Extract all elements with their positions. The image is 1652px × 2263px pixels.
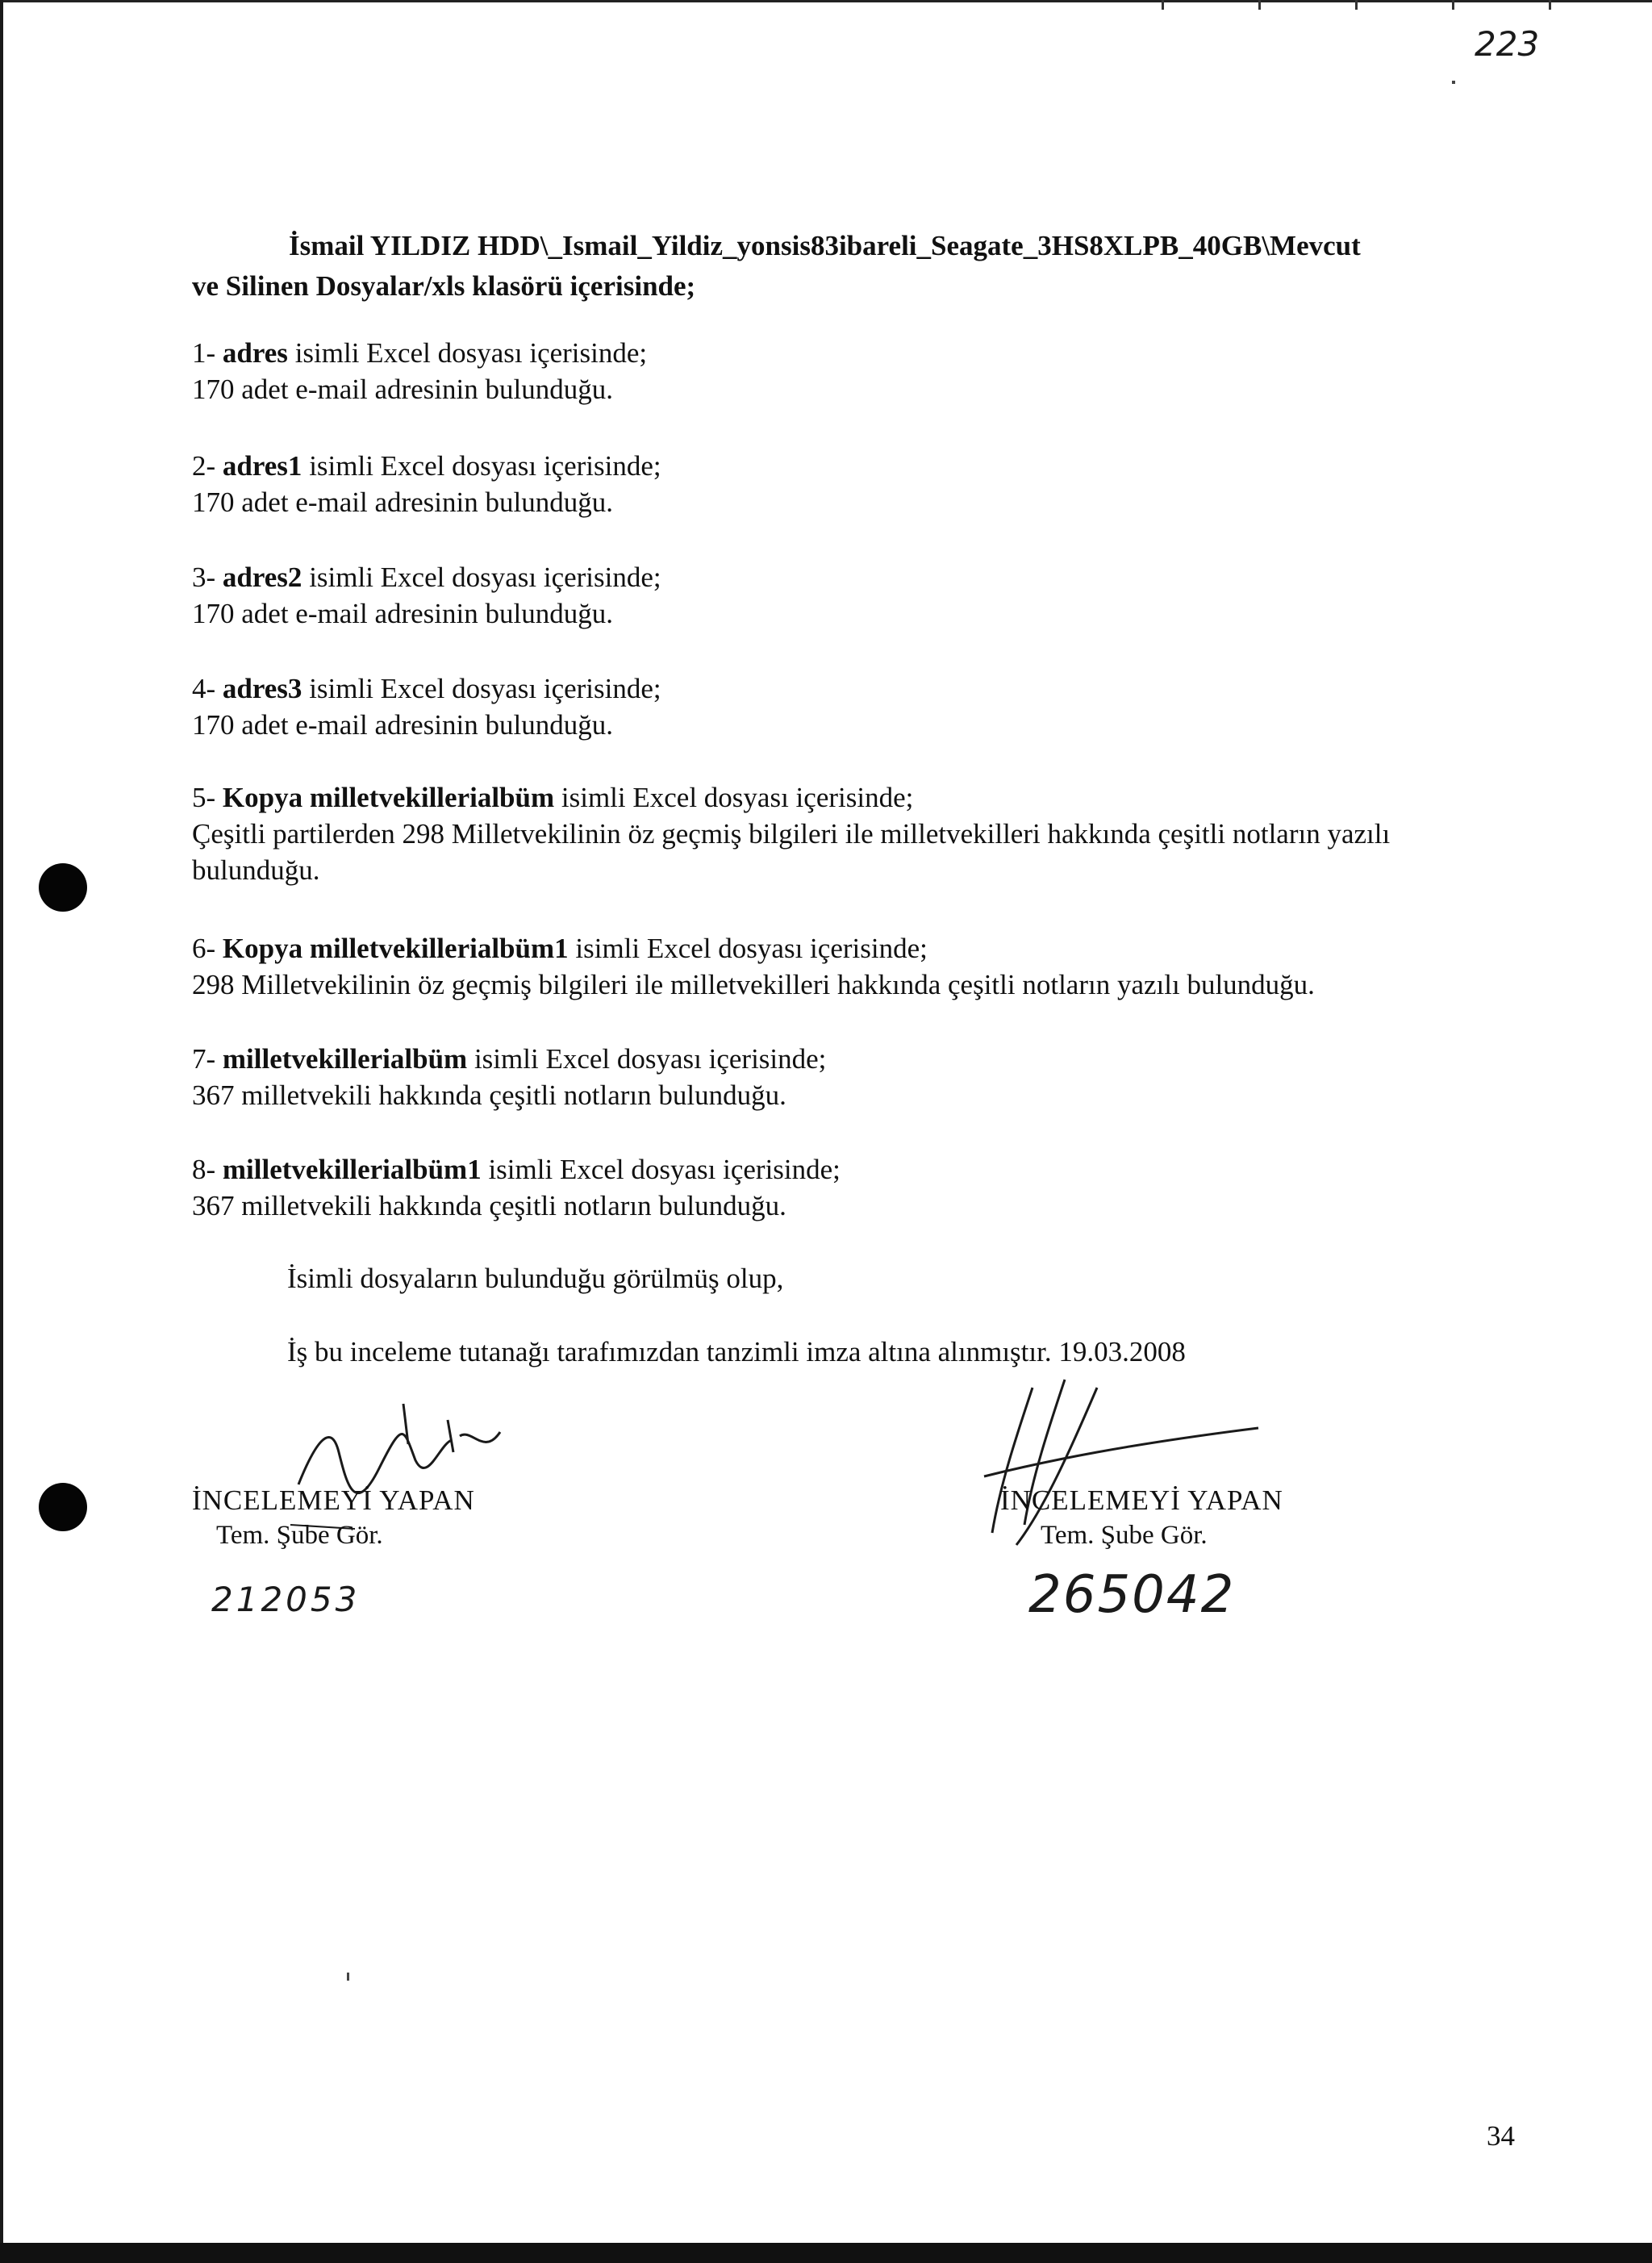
item-file-name: Kopya milletvekillerialbüm bbox=[222, 782, 555, 813]
list-item bbox=[192, 448, 1515, 520]
item-file-name: adres bbox=[222, 337, 288, 369]
item-description: Çeşitli partilerden 298 Milletvekilinin öz geçmiş bilgileri ile milletvekilleri hakkında çeşitli notların yazılı bulunduğu. bbox=[192, 818, 1391, 886]
item-location: isimli Excel dosyası içerisinde; bbox=[467, 1043, 827, 1075]
left-inspector-role: Tem. Şube Gör. bbox=[216, 1521, 383, 1550]
item-description: 170 adet e-mail adresinin bulunduğu. bbox=[192, 374, 613, 405]
closing-date-statement: İş bu inceleme tutanağı tarafımızdan tanzimli imza altına alınmıştır. 19.03.2008 bbox=[287, 1336, 1186, 1367]
scan-speck bbox=[347, 1973, 349, 1981]
item-description: 170 adet e-mail adresinin bulunduğu. bbox=[192, 598, 613, 629]
item-location: isimli Excel dosyası içerisinde; bbox=[287, 337, 648, 369]
item-number: 7- bbox=[192, 1043, 216, 1075]
item-number: 4- bbox=[192, 673, 216, 704]
item-number: 8- bbox=[192, 1154, 216, 1185]
page-number: 34 bbox=[1487, 2120, 1515, 2152]
punch-hole bbox=[39, 863, 87, 912]
item-number: 5- bbox=[192, 782, 216, 813]
item-location: isimli Excel dosyası içerisinde; bbox=[302, 450, 661, 482]
scan-edge-bottom bbox=[0, 2243, 1652, 2263]
list-item bbox=[192, 559, 1515, 632]
list-item bbox=[192, 670, 1515, 743]
item-number: 1- bbox=[192, 337, 216, 369]
item-number: 2- bbox=[192, 450, 216, 482]
punch-hole bbox=[39, 1483, 87, 1531]
right-inspector-role: Tem. Şube Gör. bbox=[1041, 1521, 1208, 1550]
item-location: isimli Excel dosyası içerisinde; bbox=[302, 673, 661, 704]
item-location: isimli Excel dosyası içerisinde; bbox=[302, 562, 661, 593]
item-description: 367 milletvekili hakkında çeşitli notların bulunduğu. bbox=[192, 1190, 786, 1221]
document-heading bbox=[192, 226, 1515, 307]
handwritten-page-number: 223 bbox=[1475, 24, 1540, 64]
heading-line-2: ve Silinen Dosyalar/xls klasörü içerisinde; bbox=[192, 270, 696, 302]
scan-edge-left bbox=[0, 0, 3, 2263]
item-file-name: Kopya milletvekillerialbüm1 bbox=[222, 933, 569, 964]
item-description: 170 adet e-mail adresinin bulunduğu. bbox=[192, 486, 613, 518]
item-location: isimli Excel dosyası içerisinde; bbox=[568, 933, 928, 964]
item-location: isimli Excel dosyası içerisinde; bbox=[481, 1154, 841, 1185]
left-signature bbox=[242, 1396, 549, 1541]
list-item bbox=[192, 335, 1515, 407]
closing-statement: İsimli dosyaların bulunduğu görülmüş olup, bbox=[287, 1263, 784, 1294]
item-number: 6- bbox=[192, 933, 216, 964]
right-inspector-title: İNCELEMEYİ YAPAN bbox=[1000, 1484, 1283, 1516]
list-item bbox=[192, 1041, 1515, 1113]
right-badge-number: 265042 bbox=[1028, 1565, 1236, 1625]
item-description: 298 Milletvekilinin öz geçmiş bilgileri ile milletvekilleri hakkında çeşitli notların yazılı bulunduğu. bbox=[192, 969, 1315, 1000]
item-file-name: milletvekillerialbüm bbox=[222, 1043, 468, 1075]
item-description: 170 adet e-mail adresinin bulunduğu. bbox=[192, 709, 613, 741]
item-number: 3- bbox=[192, 562, 216, 593]
item-file-name: adres2 bbox=[222, 562, 302, 593]
left-inspector-title: İNCELEMEYİ YAPAN bbox=[192, 1484, 475, 1516]
item-file-name: adres3 bbox=[222, 673, 302, 704]
heading-line-1: İsmail YILDIZ HDD\_Ismail_Yildiz_yonsis83ibareli_Seagate_3HS8XLPB_40GB\Mevcut bbox=[289, 230, 1361, 261]
item-description: 367 milletvekili hakkında çeşitli notların bulunduğu. bbox=[192, 1079, 786, 1111]
list-item bbox=[192, 779, 1515, 888]
scan-edge-top bbox=[0, 0, 1652, 2]
left-badge-number: 212053 bbox=[211, 1580, 361, 1619]
item-location: isimli Excel dosyası içerisinde; bbox=[554, 782, 914, 813]
item-file-name: milletvekillerialbüm1 bbox=[222, 1154, 482, 1185]
item-file-name: adres1 bbox=[222, 450, 302, 482]
list-item bbox=[192, 930, 1515, 1003]
list-item bbox=[192, 1151, 1515, 1224]
scan-speck bbox=[1452, 81, 1455, 84]
